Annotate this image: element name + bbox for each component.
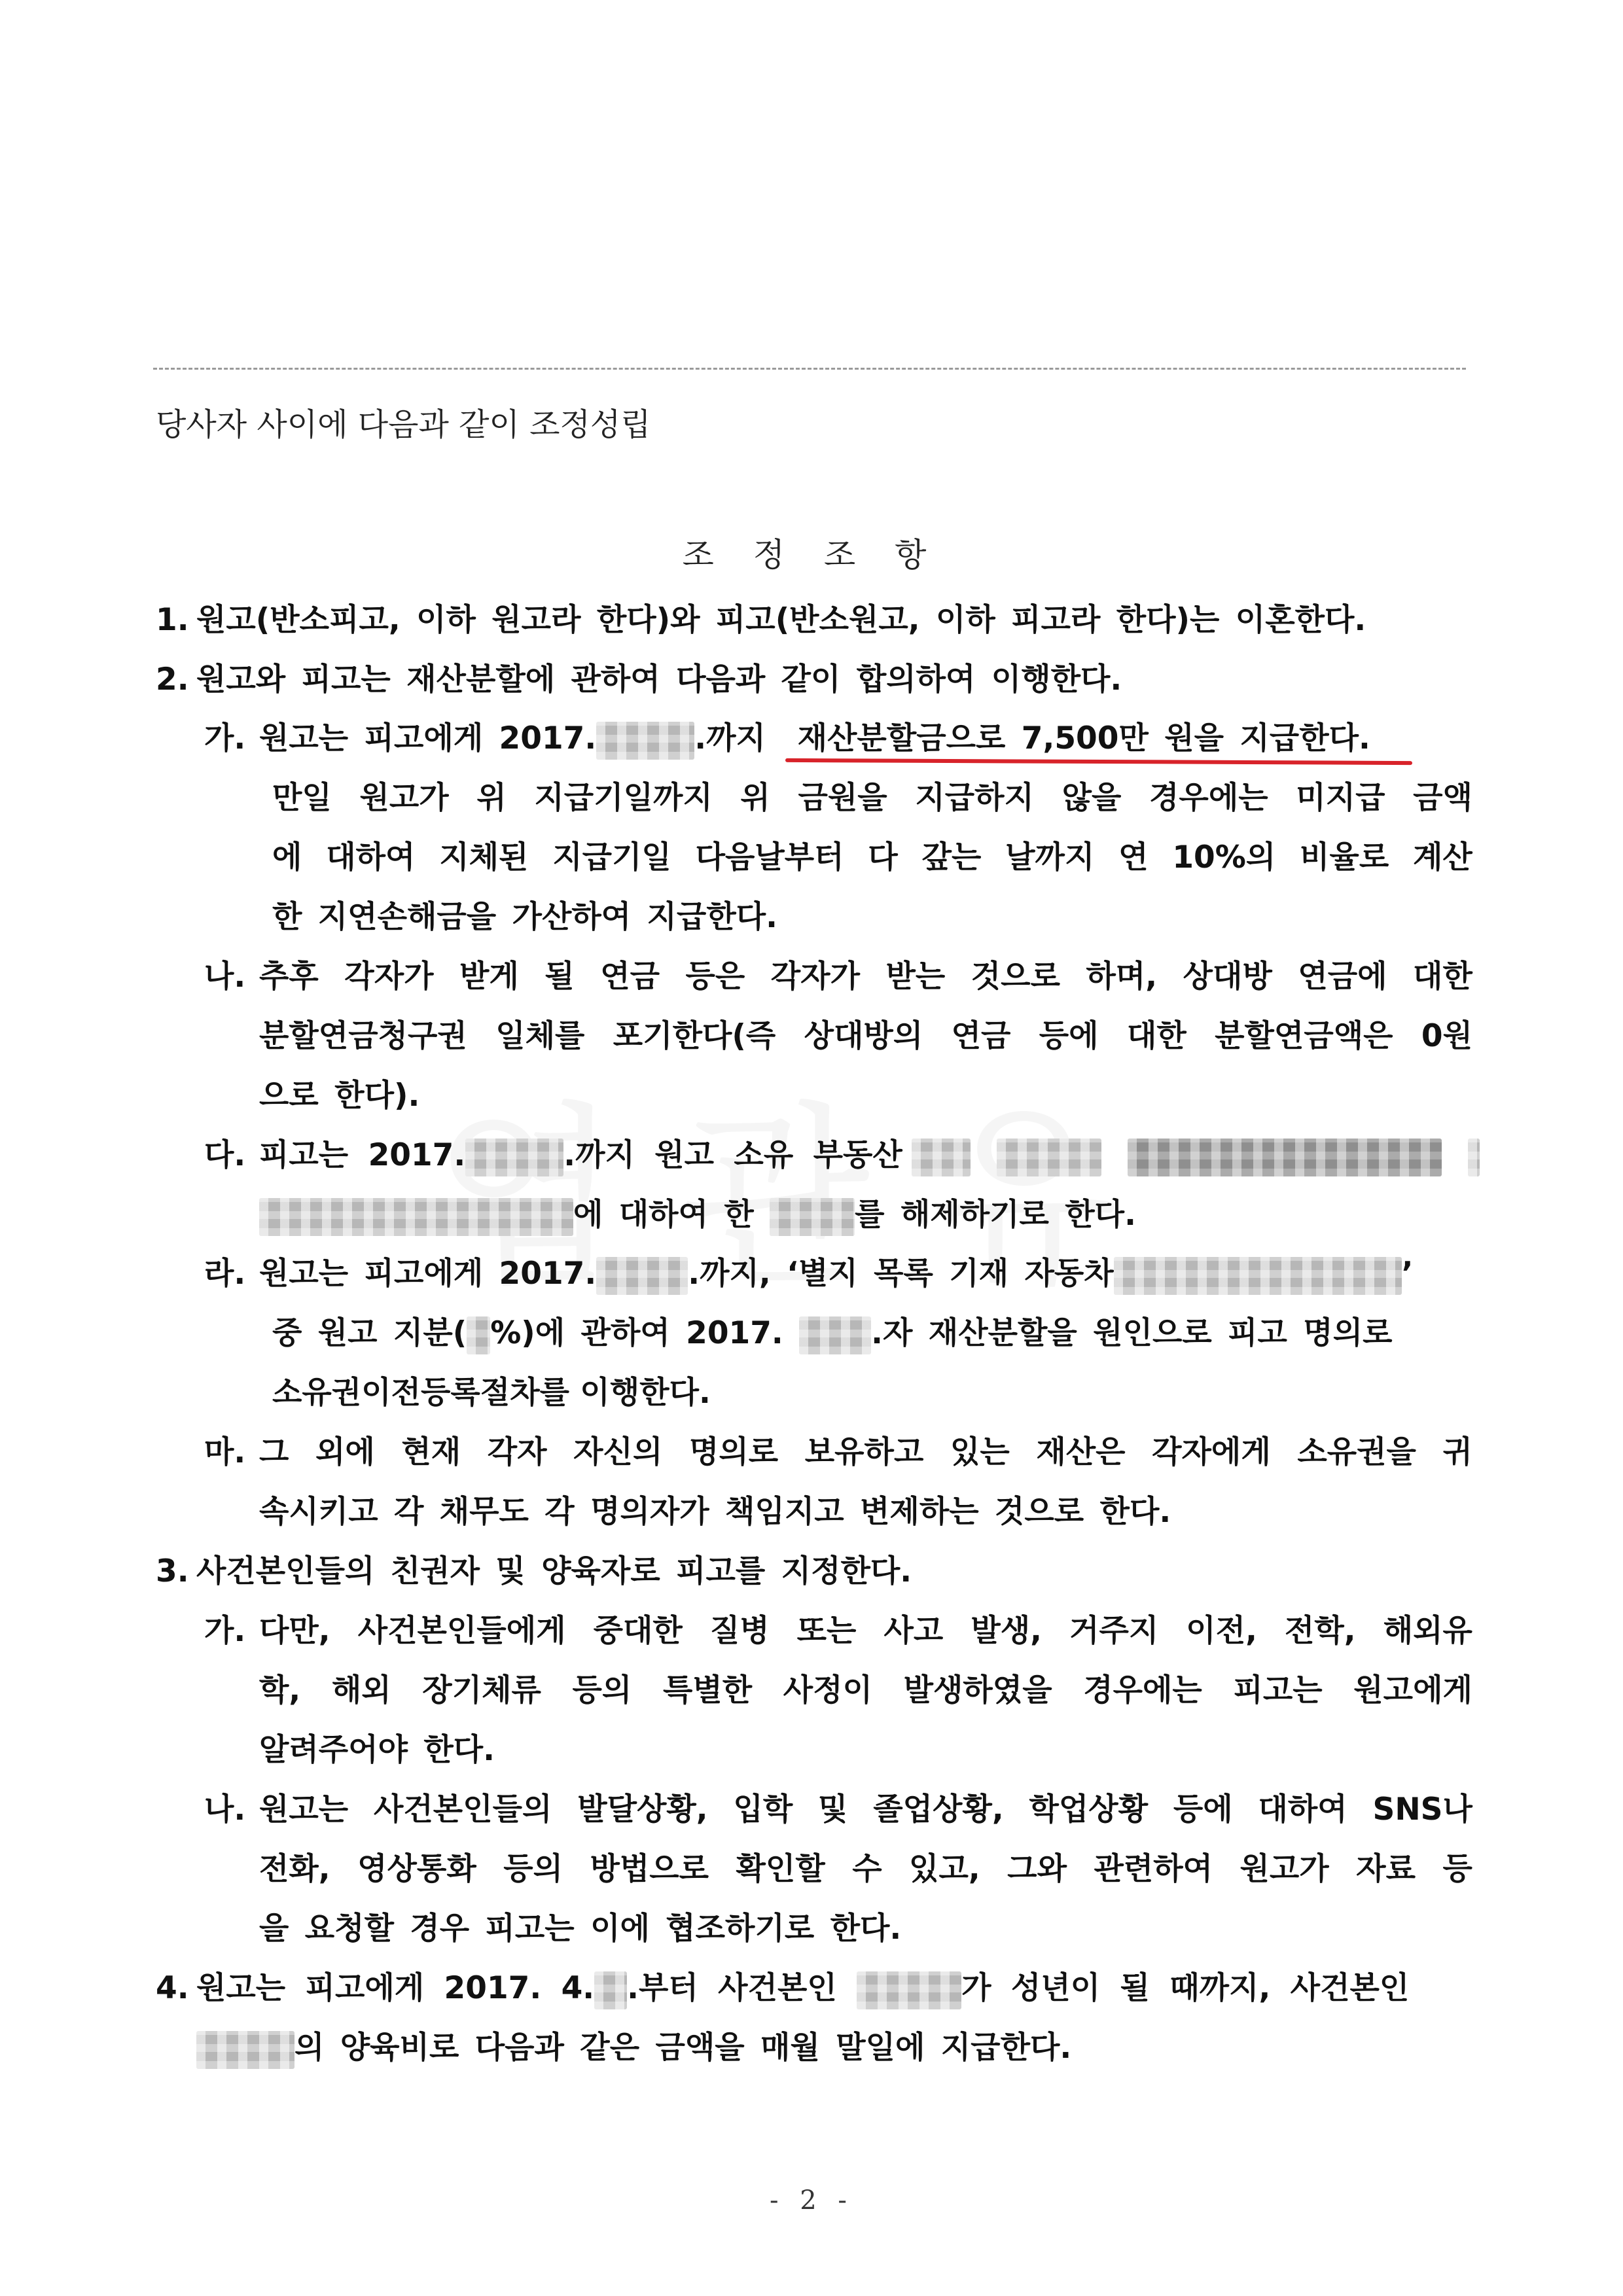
word: 원고가 bbox=[1240, 1851, 1329, 1887]
item-2-da-cont bbox=[259, 1192, 1136, 1238]
word: 경우에는 bbox=[1149, 780, 1268, 816]
word: 포기한다(즉 bbox=[613, 1018, 776, 1054]
word: 각자가 bbox=[344, 959, 434, 995]
item-2-na-label bbox=[204, 954, 245, 1000]
redacted-percent bbox=[467, 1316, 490, 1354]
word: 전화, bbox=[259, 1851, 330, 1887]
item-3-ga-line-1 bbox=[259, 1608, 1472, 1654]
word: 계산 bbox=[1413, 839, 1472, 875]
redacted-name bbox=[857, 1971, 961, 2009]
word: 자료 bbox=[1356, 1851, 1416, 1887]
word: 지급기일까지 bbox=[534, 780, 713, 816]
word: 원고가 bbox=[359, 780, 449, 816]
word: 다음날부터 bbox=[695, 839, 844, 875]
word: 다만, bbox=[259, 1613, 330, 1649]
text-fragment: 원고는 피고에게 2017. 4. bbox=[196, 1970, 595, 2006]
item-2-na-line-1 bbox=[259, 954, 1472, 1000]
item-2-da bbox=[204, 1133, 1480, 1178]
text-fragment: 중 원고 지분( bbox=[272, 1315, 467, 1351]
redacted-address bbox=[912, 1139, 971, 1176]
word: 재산은 bbox=[1036, 1434, 1126, 1470]
text-fragment: .까지 원고 소유 부동산 bbox=[563, 1137, 902, 1173]
item-text: 원고와 피고는 재산분할에 관하여 다음과 같이 합의하여 이행한다. bbox=[196, 662, 1122, 698]
word: 또는 bbox=[796, 1613, 857, 1649]
word: 위 bbox=[740, 780, 770, 816]
word: 지체된 bbox=[439, 839, 529, 875]
word: 있고, bbox=[909, 1851, 980, 1887]
item-text bbox=[259, 716, 1370, 762]
word: 자신의 bbox=[573, 1434, 663, 1470]
word: 장기체류 bbox=[422, 1672, 541, 1708]
word: 될 bbox=[544, 959, 575, 995]
word: 중대한 bbox=[593, 1613, 683, 1649]
word: 질병 bbox=[709, 1613, 770, 1649]
redacted-date bbox=[596, 1257, 688, 1295]
item-2-ma-line-2: 속시키고 각 채무도 각 명의자가 책임지고 변제하는 것으로 한다. bbox=[259, 1494, 1171, 1530]
word: 경우에는 bbox=[1083, 1672, 1202, 1708]
text-fragment: ’ bbox=[1401, 1256, 1414, 1292]
text-fragment: 원고는 피고에게 2017. bbox=[259, 1256, 597, 1292]
word: 외에 bbox=[315, 1434, 375, 1470]
word: 대하여 bbox=[1258, 1792, 1347, 1828]
word: 연 bbox=[1118, 839, 1149, 875]
word: 갚는 bbox=[921, 839, 982, 875]
item-2-na-line-3: 으로 한다). bbox=[259, 1078, 420, 1114]
item-4-cont bbox=[196, 2025, 1071, 2071]
highlighted-amount-text: 재산분할금으로 7,500만 원을 지급한다. bbox=[797, 720, 1370, 756]
word: 사건본인들에게 bbox=[357, 1613, 566, 1649]
item-2-ma-label bbox=[204, 1430, 245, 1475]
word: 미지급 bbox=[1296, 780, 1385, 816]
word: 사고 bbox=[883, 1613, 944, 1649]
item-3-na-line-3: 을 요청할 경우 피고는 이에 협조하기로 한다. bbox=[259, 1911, 902, 1947]
word: 연금 bbox=[600, 959, 660, 995]
word: 발달상황, bbox=[577, 1792, 708, 1828]
item-text bbox=[259, 1133, 1480, 1178]
word: 받게 bbox=[459, 959, 519, 995]
text-fragment: 를 해제하기로 한다. bbox=[855, 1197, 1136, 1233]
item-label: 가. bbox=[204, 1613, 246, 1649]
item-2-ra bbox=[204, 1251, 1480, 1297]
text-fragment: .까지 bbox=[694, 720, 766, 756]
word: 하며, bbox=[1086, 959, 1158, 995]
word: 거주지 bbox=[1069, 1613, 1159, 1649]
word: 10%의 bbox=[1172, 839, 1276, 875]
item-label: 마. bbox=[204, 1434, 246, 1470]
word: 그와 bbox=[1007, 1851, 1067, 1887]
item-label: 가. bbox=[204, 720, 246, 756]
item-2-ra-cont-1 bbox=[272, 1311, 1472, 1356]
redacted-date bbox=[596, 722, 694, 760]
word: 분할연금청구권 bbox=[259, 1018, 467, 1054]
item-text bbox=[259, 1251, 1414, 1297]
redacted-name bbox=[196, 2031, 294, 2069]
redacted-right bbox=[770, 1198, 855, 1236]
word: 추후 bbox=[259, 959, 319, 995]
word: 등의 bbox=[503, 1851, 563, 1887]
redacted-date bbox=[799, 1316, 871, 1354]
word: 피고는 bbox=[1233, 1672, 1323, 1708]
word: 해외 bbox=[331, 1672, 391, 1708]
text-fragment: 가 성년이 될 때까지, 사건본인 bbox=[961, 1970, 1410, 2006]
word: 비율로 bbox=[1300, 839, 1389, 875]
word: 발생하였을 bbox=[903, 1672, 1052, 1708]
word: 및 bbox=[818, 1792, 848, 1828]
word: 졸업상황, bbox=[873, 1792, 1004, 1828]
word: 입학 bbox=[733, 1792, 793, 1828]
word: 대한 bbox=[1126, 1018, 1186, 1054]
word: 연금에 bbox=[1298, 959, 1387, 995]
word: 귀 bbox=[1442, 1434, 1472, 1470]
word: 관련하여 bbox=[1094, 1851, 1213, 1887]
word: 않을 bbox=[1061, 780, 1122, 816]
item-2-ga-cont-3: 한 지연손해금을 가산하여 지급한다. bbox=[272, 899, 777, 935]
word: 방법으로 bbox=[590, 1851, 709, 1887]
word: 등 bbox=[1442, 1851, 1472, 1887]
item-2-ma-line-1 bbox=[259, 1430, 1472, 1475]
word: 상대방 bbox=[1183, 959, 1272, 995]
word: 해외유 bbox=[1383, 1613, 1472, 1649]
word: 상대방의 bbox=[804, 1018, 923, 1054]
word: 것으로 bbox=[971, 959, 1060, 995]
item-text: 사건본인들의 친권자 및 양육자로 피고를 지정한다. bbox=[196, 1553, 912, 1589]
text-fragment: .까지, ‘별지 목록 기재 자동차 bbox=[688, 1256, 1114, 1292]
word: 있는 bbox=[950, 1434, 1010, 1470]
item-text: 원고(반소피고, 이하 원고라 한다)와 피고(반소원고, 이하 피고라 한다)는 이혼한다. bbox=[196, 602, 1366, 638]
item-label: 나. bbox=[204, 959, 246, 995]
word: 특별한 bbox=[662, 1672, 753, 1708]
word: 등에 bbox=[1039, 1018, 1099, 1054]
word: 사건본인들의 bbox=[374, 1792, 552, 1828]
item-2-ga-cont-1 bbox=[272, 775, 1472, 821]
word: 현재 bbox=[401, 1434, 461, 1470]
word: 이전, bbox=[1186, 1613, 1257, 1649]
word: 확인할 bbox=[736, 1851, 825, 1887]
word: 다 bbox=[868, 839, 898, 875]
word: 0원 bbox=[1421, 1018, 1472, 1054]
item-2-ra-cont-2: 소유권이전등록절차를 이행한다. bbox=[272, 1375, 711, 1411]
item-2-ga bbox=[204, 716, 1480, 762]
word: 만일 bbox=[272, 780, 332, 816]
word: 지급하지 bbox=[915, 780, 1034, 816]
word: 에 bbox=[272, 839, 302, 875]
item-label: 4. bbox=[156, 1970, 189, 2006]
word: 등은 bbox=[685, 959, 745, 995]
word: 대하여 bbox=[326, 839, 416, 875]
item-label: 2. bbox=[156, 662, 189, 698]
intro-text: 당사자 사이에 다음과 같이 조정성립 bbox=[156, 406, 651, 443]
item-4 bbox=[156, 1966, 1478, 2011]
text-fragment: 원고는 피고에게 2017. bbox=[259, 720, 597, 756]
word: 발생, bbox=[971, 1613, 1043, 1649]
item-label: 라. bbox=[204, 1256, 246, 1292]
word: 원고에게 bbox=[1353, 1672, 1472, 1708]
item-3-na-line-1 bbox=[259, 1787, 1472, 1833]
word: 날까지 bbox=[1005, 839, 1095, 875]
text-fragment: 에 대하여 한 bbox=[573, 1197, 754, 1233]
word: 위 bbox=[476, 780, 507, 816]
item-2-ga-cont-2 bbox=[272, 835, 1472, 881]
word: 각자 bbox=[487, 1434, 547, 1470]
redacted-address bbox=[997, 1139, 1101, 1176]
item-3-na-label bbox=[204, 1787, 245, 1833]
item-2-na-line-2 bbox=[259, 1014, 1472, 1059]
word: 각자에게 bbox=[1152, 1434, 1271, 1470]
redacted-date bbox=[465, 1139, 563, 1176]
item-label: 3. bbox=[156, 1553, 189, 1589]
word: 전학, bbox=[1285, 1613, 1356, 1649]
section-heading: 조 정 조 항 bbox=[682, 536, 941, 574]
word: 각자가 bbox=[770, 959, 860, 995]
word: 사정이 bbox=[783, 1672, 872, 1708]
redacted-address bbox=[1468, 1139, 1480, 1176]
text-fragment: %)에 관하여 2017. bbox=[490, 1315, 783, 1351]
word: 연금 bbox=[951, 1018, 1011, 1054]
item-3-ga-label bbox=[204, 1608, 245, 1654]
item-3-na-line-2 bbox=[259, 1846, 1472, 1892]
text-fragment: 피고는 2017. bbox=[259, 1137, 466, 1173]
word: 받는 bbox=[885, 959, 946, 995]
item-label: 다. bbox=[204, 1137, 246, 1173]
item-text bbox=[272, 1311, 1393, 1356]
text-fragment: .부터 사건본인 bbox=[627, 1970, 837, 2006]
word: 대한 bbox=[1413, 959, 1472, 995]
text-fragment: .자 재산분할을 원인으로 피고 명의로 bbox=[871, 1315, 1393, 1351]
word: 분할연금액은 bbox=[1215, 1018, 1393, 1054]
item-1 bbox=[156, 597, 1471, 643]
word: 영상통화 bbox=[357, 1851, 476, 1887]
word: 학업상황 bbox=[1029, 1792, 1149, 1828]
redacted-day bbox=[594, 1971, 627, 2009]
word: 금액 bbox=[1413, 780, 1472, 816]
word: SNS나 bbox=[1372, 1792, 1472, 1828]
redacted-address bbox=[1128, 1139, 1442, 1176]
dashed-divider bbox=[153, 368, 1466, 370]
word: 소유권을 bbox=[1297, 1434, 1416, 1470]
word: 등의 bbox=[572, 1672, 632, 1708]
word: 명의로 bbox=[688, 1434, 779, 1470]
word: 수 bbox=[852, 1851, 882, 1887]
item-label: 1. bbox=[156, 602, 189, 638]
word: 등에 bbox=[1173, 1792, 1233, 1828]
redacted-vehicle bbox=[1114, 1257, 1402, 1295]
word: 일체를 bbox=[495, 1018, 585, 1054]
text-fragment: 의 양육비로 다음과 같은 금액을 매월 말일에 지급한다. bbox=[294, 2030, 1072, 2066]
item-3-ga-line-2 bbox=[259, 1668, 1472, 1714]
item-text bbox=[196, 1966, 1409, 2011]
page-number: - 2 - bbox=[770, 2185, 853, 2216]
word: 학, bbox=[259, 1672, 301, 1708]
word: 그 bbox=[259, 1434, 289, 1470]
word: 보유하고 bbox=[804, 1434, 924, 1470]
word: 금원을 bbox=[798, 780, 887, 816]
item-3-ga-line-3: 알려주어야 한다. bbox=[259, 1732, 495, 1768]
redacted-address bbox=[259, 1198, 573, 1236]
word: 지급기일 bbox=[552, 839, 671, 875]
word: 원고는 bbox=[259, 1792, 349, 1828]
item-label: 나. bbox=[204, 1792, 246, 1828]
